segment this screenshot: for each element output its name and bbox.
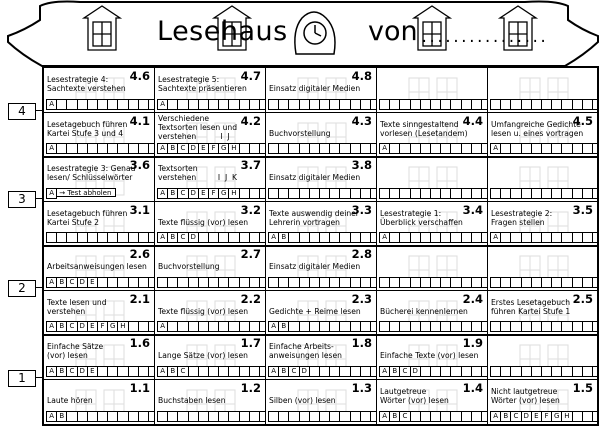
check-box[interactable]: D [77,277,88,288]
grid-row [44,157,597,202]
skill-title-line: Einfache Arbeits- [269,342,334,351]
skill-number: 2.7 [240,247,261,261]
check-box[interactable]: D [188,143,199,154]
check-box[interactable] [592,143,597,154]
skill-number: 4.1 [129,113,150,128]
check-box[interactable]: A [268,232,279,243]
check-box[interactable]: A [157,99,168,110]
check-box[interactable] [592,99,597,110]
check-box[interactable]: C [66,321,77,332]
check-box[interactable] [148,277,155,288]
checkbox-strip [157,411,266,422]
skill-cell[interactable] [44,246,155,291]
check-box[interactable]: E [87,321,98,332]
level-marker-1: 1 [8,370,36,387]
check-box[interactable]: A [46,321,57,332]
check-box[interactable]: A [157,366,168,377]
skill-cell[interactable] [44,380,155,425]
skill-number: 2.4 [462,291,483,306]
check-box[interactable]: A [490,411,501,422]
check-box[interactable] [481,99,488,110]
check-box[interactable]: B [167,366,178,377]
skill-title-line: vorlesen (Lesetandem) [380,128,468,138]
check-box[interactable]: B [56,411,67,422]
check-box[interactable]: D [77,321,88,332]
checkbox-strip [157,188,266,199]
skill-cell[interactable] [377,246,488,291]
skill-number: 4.2 [240,113,261,128]
check-box[interactable]: A [268,321,279,332]
checkbox-strip [157,321,266,332]
skill-title-line: Einfache Texte (vor) lesen [380,351,479,361]
skill-cell[interactable] [377,68,488,113]
skill-title-line: Erstes Lesetagebuch [491,297,571,307]
check-box[interactable]: A [46,277,57,288]
skill-title-line: Texte lesen und [47,297,107,307]
checkbox-strip [268,143,377,154]
skill-cell[interactable] [266,335,377,380]
check-box[interactable] [370,188,377,199]
grid-row [44,291,597,336]
checkbox-strip [379,277,488,288]
owner-blank-line[interactable]: ................ [420,30,547,46]
check-box[interactable]: → Test abholen [56,188,116,197]
skill-number: 3.5 [572,202,593,217]
check-box[interactable] [370,321,377,332]
checkbox-strip [490,188,597,199]
check-box[interactable]: H [561,411,572,422]
checkbox-strip [157,232,266,243]
check-box[interactable]: D [299,366,310,377]
check-box[interactable] [592,277,597,288]
skill-number: 1.3 [351,380,372,395]
skill-title-line: verstehen I J [158,132,230,142]
check-box[interactable]: F [208,188,219,199]
check-box[interactable]: D [521,411,532,422]
check-box[interactable]: C [399,366,410,377]
check-box[interactable]: A [490,143,501,154]
check-box[interactable]: A [379,143,390,154]
check-box[interactable] [259,143,266,154]
skill-number: 4.6 [129,69,150,83]
level-separator [44,156,597,158]
check-box[interactable]: A [379,232,390,243]
skill-number: 1.7 [240,336,261,350]
skill-number: 2.8 [351,247,372,261]
check-box[interactable]: E [87,277,98,288]
skill-cell[interactable] [488,113,597,158]
checkbox-strip [46,277,155,288]
skill-title-line: Silben (vor) lesen [269,395,336,405]
check-box[interactable]: E [198,188,209,199]
skill-cell[interactable] [155,246,266,291]
skill-title-line: Laute hören [47,395,93,405]
check-box[interactable] [370,143,377,154]
check-box[interactable]: B [56,366,67,377]
skill-title-line: Lesestrategie 4: [47,75,109,84]
checkbox-strip [490,232,597,243]
checkbox-strip [157,366,266,377]
skill-number: 3.8 [351,158,372,172]
level-separator [44,245,597,247]
check-box[interactable] [481,366,488,377]
check-box[interactable]: G [107,321,118,332]
skill-number: 3.6 [129,158,150,172]
checkbox-strip [490,366,597,377]
checkbox-strip [268,321,377,332]
skill-cell[interactable] [155,202,266,247]
level-marker-2: 2 [8,280,36,297]
skill-cell[interactable] [266,157,377,202]
check-box[interactable]: B [389,366,400,377]
skill-title-line: Buchvorstellung [269,128,331,138]
skill-cell[interactable] [44,113,155,158]
skill-cell[interactable] [155,380,266,425]
check-box[interactable] [481,277,488,288]
check-box[interactable] [481,143,488,154]
skill-title-line: Gedichte + Reime lesen [269,306,361,316]
skill-title-line: Lesetagebuch führen [47,119,128,129]
skill-number: 1.5 [572,380,593,395]
skill-number: 3.1 [129,202,150,217]
skill-title-line: Lautgetreue [380,386,427,396]
check-box[interactable]: A [157,232,168,243]
checkbox-strip [379,99,488,110]
skill-title-line: Texte flüssig (vor) lesen [158,217,249,227]
check-box[interactable] [592,232,597,243]
skill-cell[interactable] [155,335,266,380]
skill-title-line: Lesestrategie 3: Genau [47,164,136,173]
checkbox-strip [379,411,488,422]
skill-number: 3.2 [240,202,261,217]
skill-title-line: Lesestrategie 2: [491,208,553,218]
skill-number: 1.8 [351,336,372,350]
skill-number: 1.4 [462,380,483,395]
skill-cell[interactable] [266,202,377,247]
skill-title-line: Textsorten [158,164,198,173]
skill-cell[interactable] [266,380,377,425]
check-box[interactable]: F [208,143,219,154]
check-box[interactable] [370,411,377,422]
skill-cell[interactable] [266,68,377,113]
skill-number: 1.1 [129,380,150,395]
check-box[interactable] [370,232,377,243]
skill-cell[interactable] [488,202,597,247]
check-box[interactable]: C [177,143,188,154]
check-box[interactable] [370,366,377,377]
skill-cell[interactable] [155,291,266,336]
check-box[interactable]: B [167,188,178,199]
check-box[interactable]: C [399,411,410,422]
reading-house-grid [42,66,599,426]
check-box[interactable] [148,232,155,243]
checkbox-strip [490,321,597,332]
check-box[interactable]: A [379,366,390,377]
skill-title-line: Lesestrategie 1: [380,208,442,218]
skill-cell[interactable] [377,157,488,202]
skill-title-line: Buchvorstellung [158,262,220,272]
skill-cell[interactable] [266,291,377,336]
skill-title-line: Wörter (vor) lesen [380,395,449,405]
checkbox-strip [268,232,377,243]
check-box[interactable]: A [157,143,168,154]
check-box[interactable]: B [278,366,289,377]
check-box[interactable]: E [87,366,98,377]
grid-row [44,113,597,158]
checkbox-strip [490,143,597,154]
level-marker-4: 4 [8,103,36,120]
check-box[interactable] [592,366,597,377]
skill-number: 3.4 [462,202,483,217]
skill-title-line: lesen/ Schlüsselwörter [47,173,133,183]
skill-title-line: verstehen [47,306,86,316]
check-box[interactable]: C [66,277,77,288]
checkbox-strip [490,277,597,288]
check-box[interactable] [259,277,266,288]
skill-title-line: verstehen I J K [158,173,238,183]
level-marker-3: 3 [8,191,36,208]
skill-cell[interactable] [377,380,488,425]
skill-title-line: Texte auswendig deiner [269,208,359,218]
checkbox-strip [379,143,488,154]
skill-cell[interactable] [488,380,597,425]
checkbox-strip [46,321,155,332]
skill-title-line: Nicht lautgetreue [491,386,558,396]
check-box[interactable]: G [218,188,229,199]
check-box[interactable]: A [46,188,57,199]
skill-cell[interactable] [377,291,488,336]
check-box[interactable]: A [46,366,57,377]
skill-title-line: Lesestrategie 5: [158,75,220,84]
check-box[interactable] [148,321,155,332]
skill-title-line: Texte sinngestaltend [380,119,459,129]
check-box[interactable]: F [541,411,552,422]
skill-number: 1.9 [462,336,483,350]
check-box[interactable]: G [218,143,229,154]
check-box[interactable] [481,232,488,243]
grid-row [44,380,597,425]
skill-cell[interactable] [266,113,377,158]
skill-number: 2.2 [240,291,261,306]
checkbox-strip [268,99,377,110]
check-box[interactable]: A [46,143,57,154]
check-box[interactable]: H [228,143,239,154]
checkbox-strip [157,143,266,154]
check-box[interactable] [592,411,597,422]
skill-number: 3.7 [240,158,261,172]
grid-row [44,68,597,113]
check-box[interactable]: B [167,143,178,154]
skill-number: 1.2 [240,380,261,395]
check-box[interactable]: E [198,143,209,154]
skill-cell[interactable] [44,335,155,380]
check-box[interactable] [148,411,155,422]
checkbox-strip [157,99,266,110]
skill-title-line: Texte flüssig (vor) lesen [158,306,249,316]
check-box[interactable] [259,366,266,377]
check-box[interactable]: B [56,321,67,332]
skill-title-line: Buchstaben lesen [158,395,226,405]
skill-cell[interactable] [488,335,597,380]
check-box[interactable] [259,321,266,332]
check-box[interactable]: F [97,321,108,332]
check-box[interactable]: A [379,411,390,422]
skill-cell[interactable] [377,113,488,158]
checkbox-strip [268,411,377,422]
check-box[interactable]: B [167,232,178,243]
skill-number: 1.6 [129,336,150,350]
check-box[interactable] [370,99,377,110]
checkbox-strip [46,99,155,110]
check-box[interactable] [148,99,155,110]
skill-number: 4.7 [240,69,261,83]
skill-title-line: (vor) lesen [47,351,88,361]
check-box[interactable]: E [531,411,542,422]
skill-title-line: Überblick verschaffen [380,217,463,227]
owner-label: von [368,16,418,47]
skill-title-line: Verschiedene [158,113,210,123]
check-box[interactable] [259,188,266,199]
skill-number: 2.1 [129,291,150,306]
check-box[interactable]: D [188,232,199,243]
checkbox-strip [379,188,488,199]
skill-title-line: Lehrerin vortragen [269,217,340,227]
skill-title-line: Einfache Sätze [47,342,104,351]
grid-row [44,335,597,380]
skill-title-line: Fragen stellen [491,217,545,227]
skill-number: 4.4 [462,113,483,128]
checkbox-strip [268,188,377,199]
grid-row [44,202,597,247]
skill-cell[interactable] [488,68,597,113]
level-separator [44,334,597,336]
checkbox-strip [490,411,597,422]
check-box[interactable]: C [510,411,521,422]
skill-title-line: Sachtexte präsentieren [158,84,247,94]
skill-title-line: Sachtexte verstehen [47,84,126,94]
skill-title-line: Einsatz digitaler Medien [269,84,361,94]
check-box[interactable] [481,188,488,199]
skill-number: 4.5 [572,113,593,128]
check-box[interactable]: B [389,411,400,422]
checkbox-strip [157,277,266,288]
skill-number: 2.5 [572,291,593,306]
check-box[interactable]: A [157,188,168,199]
skill-title-line: Arbeitsanweisungen lesen [47,262,147,272]
check-box[interactable] [481,321,488,332]
check-box[interactable]: A [46,99,57,110]
checkbox-strip [268,366,377,377]
check-box[interactable]: C [288,366,299,377]
skill-title-line: Wörter (vor) lesen [491,395,560,405]
check-box[interactable] [148,366,155,377]
skill-cell[interactable] [377,335,488,380]
checkbox-strip [46,143,155,154]
checkbox-strip [268,277,377,288]
skill-cell[interactable] [155,157,266,202]
check-box[interactable]: C [177,366,188,377]
skill-cell[interactable] [266,246,377,291]
check-box[interactable]: B [56,277,67,288]
check-box[interactable]: D [188,188,199,199]
skill-number: 2.6 [129,247,150,261]
grid-row [44,246,597,291]
checkbox-strip [46,411,155,422]
check-box[interactable]: H [228,188,239,199]
skill-number: 4.8 [351,69,372,83]
skill-title-line: führen Kartei Stufe 1 [491,306,571,316]
skill-number: 2.3 [351,291,372,306]
skill-cell[interactable] [44,68,155,113]
checkbox-strip [490,99,597,110]
skill-cell[interactable] [488,246,597,291]
skill-title-line: Bücherei kennenlernen [380,306,468,316]
skill-cell[interactable] [155,68,266,113]
skill-cell[interactable] [44,202,155,247]
check-box[interactable]: C [177,232,188,243]
checkbox-strip [46,232,155,243]
checkbox-strip [46,188,115,199]
skill-title-line: Lesetagebuch führen [47,208,128,218]
skill-cell[interactable] [155,113,266,158]
check-box[interactable]: D [77,366,88,377]
skill-title-line: Einsatz digitaler Medien [269,173,361,183]
checkbox-strip [379,321,488,332]
skill-cell[interactable] [377,202,488,247]
skill-cell[interactable] [44,157,155,202]
check-box[interactable]: D [410,366,421,377]
check-box[interactable] [592,321,597,332]
check-box[interactable] [259,99,266,110]
check-box[interactable] [592,188,597,199]
check-box[interactable]: B [278,321,289,332]
skill-title-line: lesen u. eines vortragen [491,128,584,138]
skill-cell[interactable] [488,291,597,336]
skill-title-line: Umfangreiche Gedichte [491,119,581,129]
skill-title-line: anweisungen lesen [269,351,342,361]
skill-title-line: Kartei Stufe 3 und 4 [47,128,124,138]
check-box[interactable]: B [278,232,289,243]
skill-title-line: Einsatz digitaler Medien [269,262,361,272]
skill-cell[interactable] [44,291,155,336]
skill-cell[interactable] [488,157,597,202]
check-box[interactable]: B [500,411,511,422]
skill-title-line: Textsorten lesen und [158,122,238,132]
page-title: Lesehaus [157,16,288,47]
check-box[interactable]: A [490,232,501,243]
skill-title-line: Lange Sätze (vor) lesen [158,351,248,361]
checkbox-strip [46,366,155,377]
check-box[interactable] [481,411,488,422]
checkbox-strip [379,232,488,243]
check-box[interactable]: G [551,411,562,422]
check-box[interactable] [259,411,266,422]
check-box[interactable] [259,232,266,243]
skill-number: 4.3 [351,113,372,128]
check-box[interactable] [370,277,377,288]
check-box[interactable]: A [157,321,168,332]
skill-title-line: Kartei Stufe 2 [47,217,99,227]
check-box[interactable]: A [268,366,279,377]
check-box[interactable] [148,143,155,154]
check-box[interactable]: H [117,321,128,332]
check-box[interactable]: C [177,188,188,199]
check-box[interactable]: A [46,411,57,422]
checkbox-strip [379,366,488,377]
skill-number: 3.3 [351,202,372,217]
check-box[interactable]: C [66,366,77,377]
